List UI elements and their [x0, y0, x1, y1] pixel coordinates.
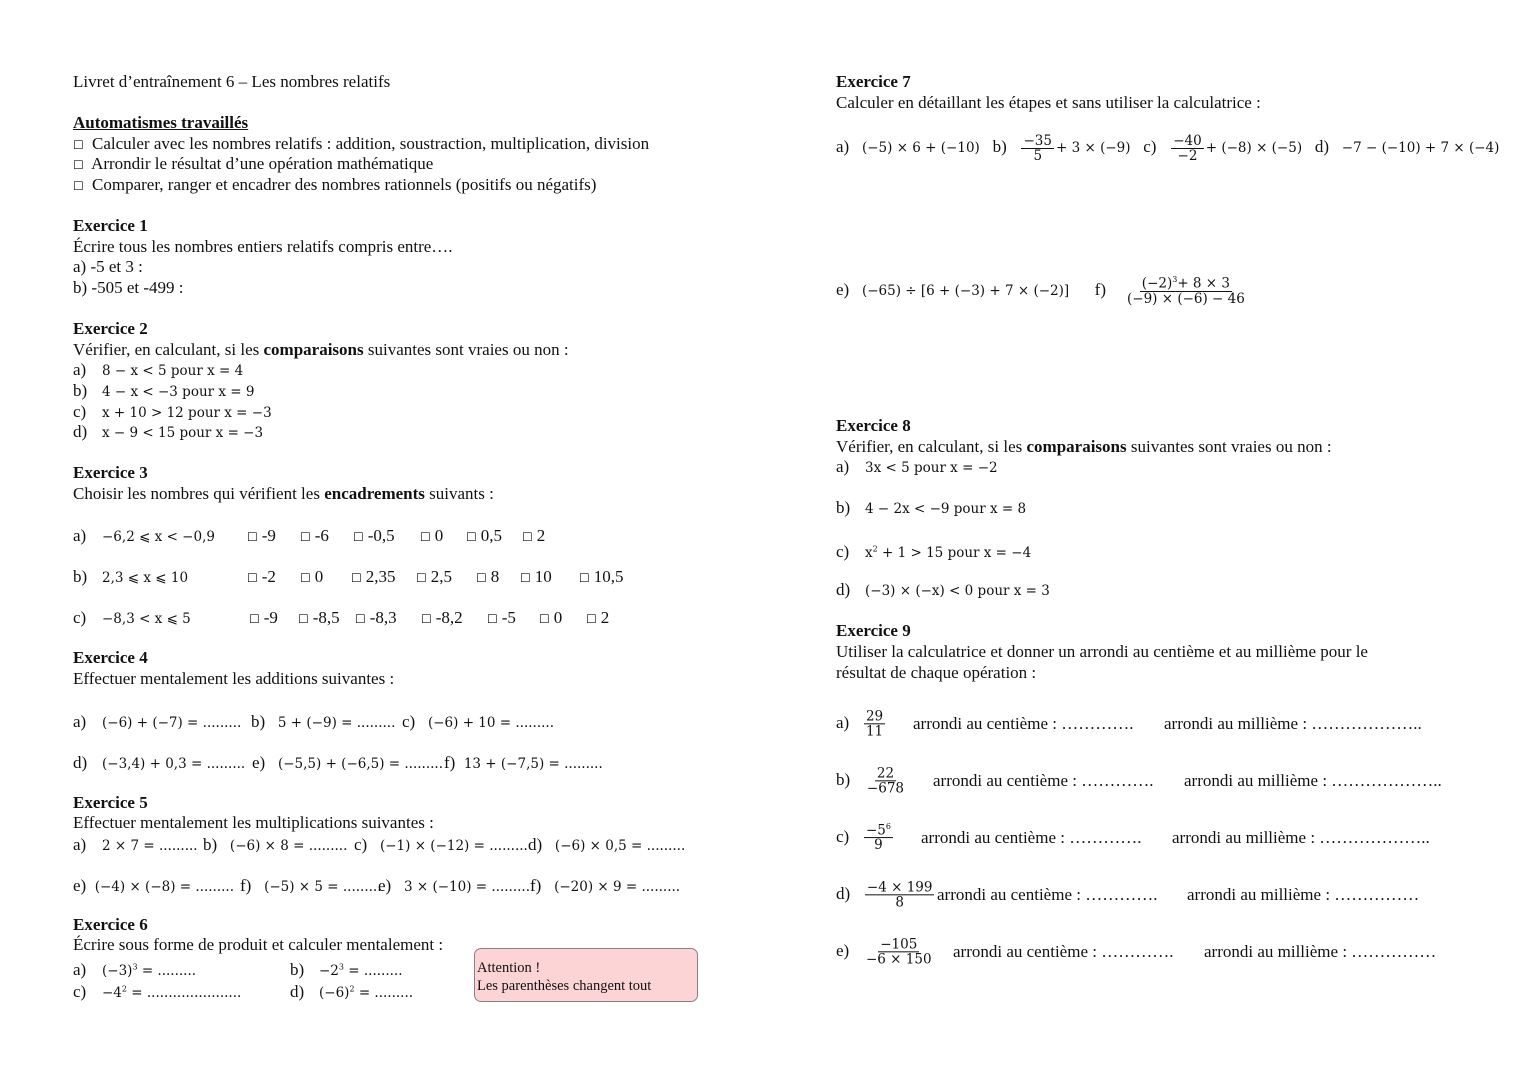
- choice: ☐ 10: [520, 567, 552, 587]
- ex4-instruction: Effectuer mentalement les additions suivantes :: [73, 669, 395, 689]
- left-column: [73, 72, 773, 1000]
- ex9-row-e: e) $\frac{-105}{-6 \times 150}$ arrondi au centième : …………. arrondi au millième : ……………: [836, 935, 1437, 968]
- choice: ☐ 2: [522, 526, 546, 546]
- choice: ☐ 2,5: [416, 567, 453, 587]
- checkbox-icon: ☐: [73, 137, 84, 152]
- ex8-item-c: c) $x^2 + 1 > 15$ pour x = −4: [836, 541, 1032, 561]
- ex6-instruction: Écrire sous forme de produit et calculer mentalement :: [73, 935, 444, 955]
- choice: ☐ -6: [300, 526, 329, 546]
- choice: ☐ -9: [249, 608, 278, 628]
- checkbox-icon[interactable]: ☐: [539, 612, 550, 627]
- ex5-row-2: e) (−4) × (−8) = ......... f) (−5) × 5 = ......... e) 3 × (−10) = ......... f) (−20) × 9 = .........: [73, 875, 681, 895]
- ex9-row-d: d) $\frac{-4 \times 199}{8}$ arrondi au centième : …………. arrondi au millième : ……………: [836, 878, 1420, 911]
- checkbox-icon[interactable]: ☐: [487, 612, 498, 627]
- ex9-row-a: a) $\frac{29}{11}$ arrondi au centième : …………. arrondi au millième : ………………..: [836, 707, 1422, 740]
- ex2-instruction: Vérifier, en calculant, si les comparaisons suivantes sont vraies ou non :: [73, 339, 569, 359]
- ex8-title: Exercice 8: [836, 416, 911, 436]
- ex9-instruction-2: résultat de chaque opération :: [836, 662, 1037, 682]
- checkbox-icon[interactable]: ☐: [416, 571, 427, 586]
- automatisme-item: ☐ Calculer avec les nombres relatifs : addition, soustraction, multiplication, division: [73, 133, 650, 153]
- ex5-instruction: Effectuer mentalement les multiplications suivantes :: [73, 813, 434, 833]
- ex1-instruction: Écrire tous les nombres entiers relatifs compris entre….: [73, 236, 453, 256]
- ex4-title: Exercice 4: [73, 648, 148, 668]
- choice: ☐ 0: [300, 567, 324, 587]
- ex6-row-1: a) $(-3)^3$ = ......... $b) -2^3$ = .........: [73, 959, 403, 979]
- right-column: [836, 72, 1500, 980]
- ex8-item-a: a) 3x < 5 pour x = −2: [836, 457, 998, 477]
- ex2-item: d) x − 9 < 15 pour x = −3: [73, 422, 264, 442]
- ex9-title: Exercice 9: [836, 621, 911, 641]
- ex3-row-a: a) −6,2 ⩽ x < −0,9 ☐ -9 ☐ -6 ☐ -0,5 ☐ 0 ☐ 0,5 ☐ 2: [73, 515, 773, 556]
- choice: ☐ -2: [247, 567, 276, 587]
- checkbox-icon[interactable]: ☐: [520, 571, 531, 586]
- ex3-row-b: b) 2,3 ⩽ x ⩽ 10 ☐ -2 ☐ 0 ☐ 2,35 ☐ 2,5 ☐ 8 ☐ 10 ☐ 10,5: [73, 556, 773, 597]
- ex5-row-1: a) 2 × 7 = ......... b) (−6) × 8 = ......... c) (−1) × (−12) = ......... d) (−6) × 0,5 = .........: [73, 834, 686, 854]
- ex4-row-2: d) (−3,4) + 0,3 = ......... e) (−5,5) + (−6,5) = ......... f) 13 + (−7,5) = .........: [73, 752, 603, 772]
- automatisme-item: ☐ Arrondir le résultat d’une opération mathématique: [73, 154, 434, 174]
- choice: ☐ 10,5: [579, 567, 624, 587]
- ex3-instruction: Choisir les nombres qui vérifient les encadrements suivants :: [73, 483, 494, 503]
- choice: ☐ 8: [476, 567, 500, 587]
- ex1-item-a: a) -5 et 3 :: [73, 257, 143, 277]
- ex7-row-1: a) (−5) × 6 + (−10) b) $\frac{-35}{5}$ + 3 × (−9) c) $\frac{-40}{-2}$ + (−8) × (−5) d) −7 − (−10) + 7 × (−4): [836, 132, 1500, 164]
- choice: ☐ 0: [539, 608, 563, 628]
- checkbox-icon: ☐: [73, 158, 84, 173]
- checkbox-icon[interactable]: ☐: [466, 530, 477, 545]
- ex7-title: Exercice 7: [836, 72, 911, 91]
- checkbox-icon: ☐: [73, 178, 84, 193]
- automatismes-heading: Automatismes travaillés: [73, 113, 249, 133]
- choice: ☐ 0: [420, 526, 444, 546]
- note-text: Les parenthèses changent tout: [477, 978, 652, 994]
- checkbox-icon[interactable]: ☐: [355, 612, 366, 627]
- choice: ☐ -5: [487, 608, 516, 628]
- ex4-row-1: a) (−6) + (−7) = ......... b) 5 + (−9) = ......... c) (−6) + 10 = .........: [73, 711, 554, 731]
- ex9-instruction: Utiliser la calculatrice et donner un arrondi au centième et au millième pour le: [836, 641, 1368, 661]
- choice: ☐ -9: [247, 526, 276, 546]
- ex2-item: c) x + 10 > 12 pour x = −3: [73, 401, 272, 421]
- automatisme-item: ☐ Comparer, ranger et encadrer des nombres rationnels (positifs ou négatifs): [73, 174, 597, 194]
- choice: ☐ -0,5: [353, 526, 395, 546]
- checkbox-icon[interactable]: ☐: [579, 571, 590, 586]
- ex6-title: Exercice 6: [73, 914, 148, 934]
- ex8-item-b: b) 4 − 2x < −9 pour x = 8: [836, 498, 1027, 518]
- ex9-row-c: c) $\frac{-5^6}{9}$ arrondi au centième : …………. arrondi au millième : ………………..: [836, 821, 1430, 854]
- ex3-row-c: c) −8,3 < x ⩽ 5 ☐ -9 ☐ -8,5 ☐ -8,3 ☐ -8,2 ☐ -5 ☐ 0 ☐ 2: [73, 597, 773, 638]
- checkbox-icon[interactable]: ☐: [247, 530, 258, 545]
- ex8-item-d: d) (−3) × (−x) < 0 pour x = 3: [836, 580, 1050, 600]
- ex8-instruction: Vérifier, en calculant, si les comparaisons suivantes sont vraies ou non :: [836, 436, 1332, 456]
- ex5-title: Exercice 5: [73, 792, 148, 812]
- ex3-title: Exercice 3: [73, 463, 148, 483]
- checkbox-icon[interactable]: ☐: [522, 530, 533, 545]
- ex1-title: Exercice 1: [73, 216, 148, 236]
- checkbox-icon[interactable]: ☐: [298, 612, 309, 627]
- choice: ☐ -8,5: [298, 608, 340, 628]
- attention-note: [474, 948, 698, 1002]
- checkbox-icon[interactable]: ☐: [420, 530, 431, 545]
- ex2-title: Exercice 2: [73, 319, 148, 339]
- checkbox-icon[interactable]: ☐: [300, 530, 311, 545]
- note-title: Attention !: [477, 960, 541, 976]
- ex2-item: a) 8 − x < 5 pour x = 4: [73, 360, 244, 380]
- ex9-row-b: b) $\frac{22}{-678}$ arrondi au centième : …………. arrondi au millième : ………………..: [836, 764, 1442, 797]
- choice: ☐ -8,3: [355, 608, 397, 628]
- page-title: Livret d’entraînement 6 – Les nombres relatifs: [73, 72, 391, 91]
- choice: ☐ 2: [586, 608, 610, 628]
- ex6-row-2: $c) -4^2$ = ...................... d) $(-6)^2$ = .........: [73, 981, 414, 1001]
- ex2-item: b) 4 − x < −3 pour x = 9: [73, 380, 255, 400]
- checkbox-icon[interactable]: ☐: [249, 612, 260, 627]
- checkbox-icon[interactable]: ☐: [300, 571, 311, 586]
- ex1-item-b: b) -505 et -499 :: [73, 277, 184, 297]
- choice: ☐ -8,2: [421, 608, 463, 628]
- checkbox-icon[interactable]: ☐: [353, 530, 364, 545]
- choice: ☐ 0,5: [466, 526, 503, 546]
- checkbox-icon[interactable]: ☐: [476, 571, 487, 586]
- checkbox-icon[interactable]: ☐: [421, 612, 432, 627]
- checkbox-icon[interactable]: ☐: [586, 612, 597, 627]
- choice: ☐ 2,35: [351, 567, 396, 587]
- checkbox-icon[interactable]: ☐: [351, 571, 362, 586]
- checkbox-icon[interactable]: ☐: [247, 571, 258, 586]
- ex7-row-2: e) (−65) ÷ [6 + (−3) + 7 × (−2)] f) $\frac{(-2)^3+ 8 \times 3}{(-9) \times (-6) - 46}$: [836, 275, 1245, 308]
- ex7-instruction: Calculer en détaillant les étapes et sans utiliser la calculatrice :: [836, 92, 1261, 112]
